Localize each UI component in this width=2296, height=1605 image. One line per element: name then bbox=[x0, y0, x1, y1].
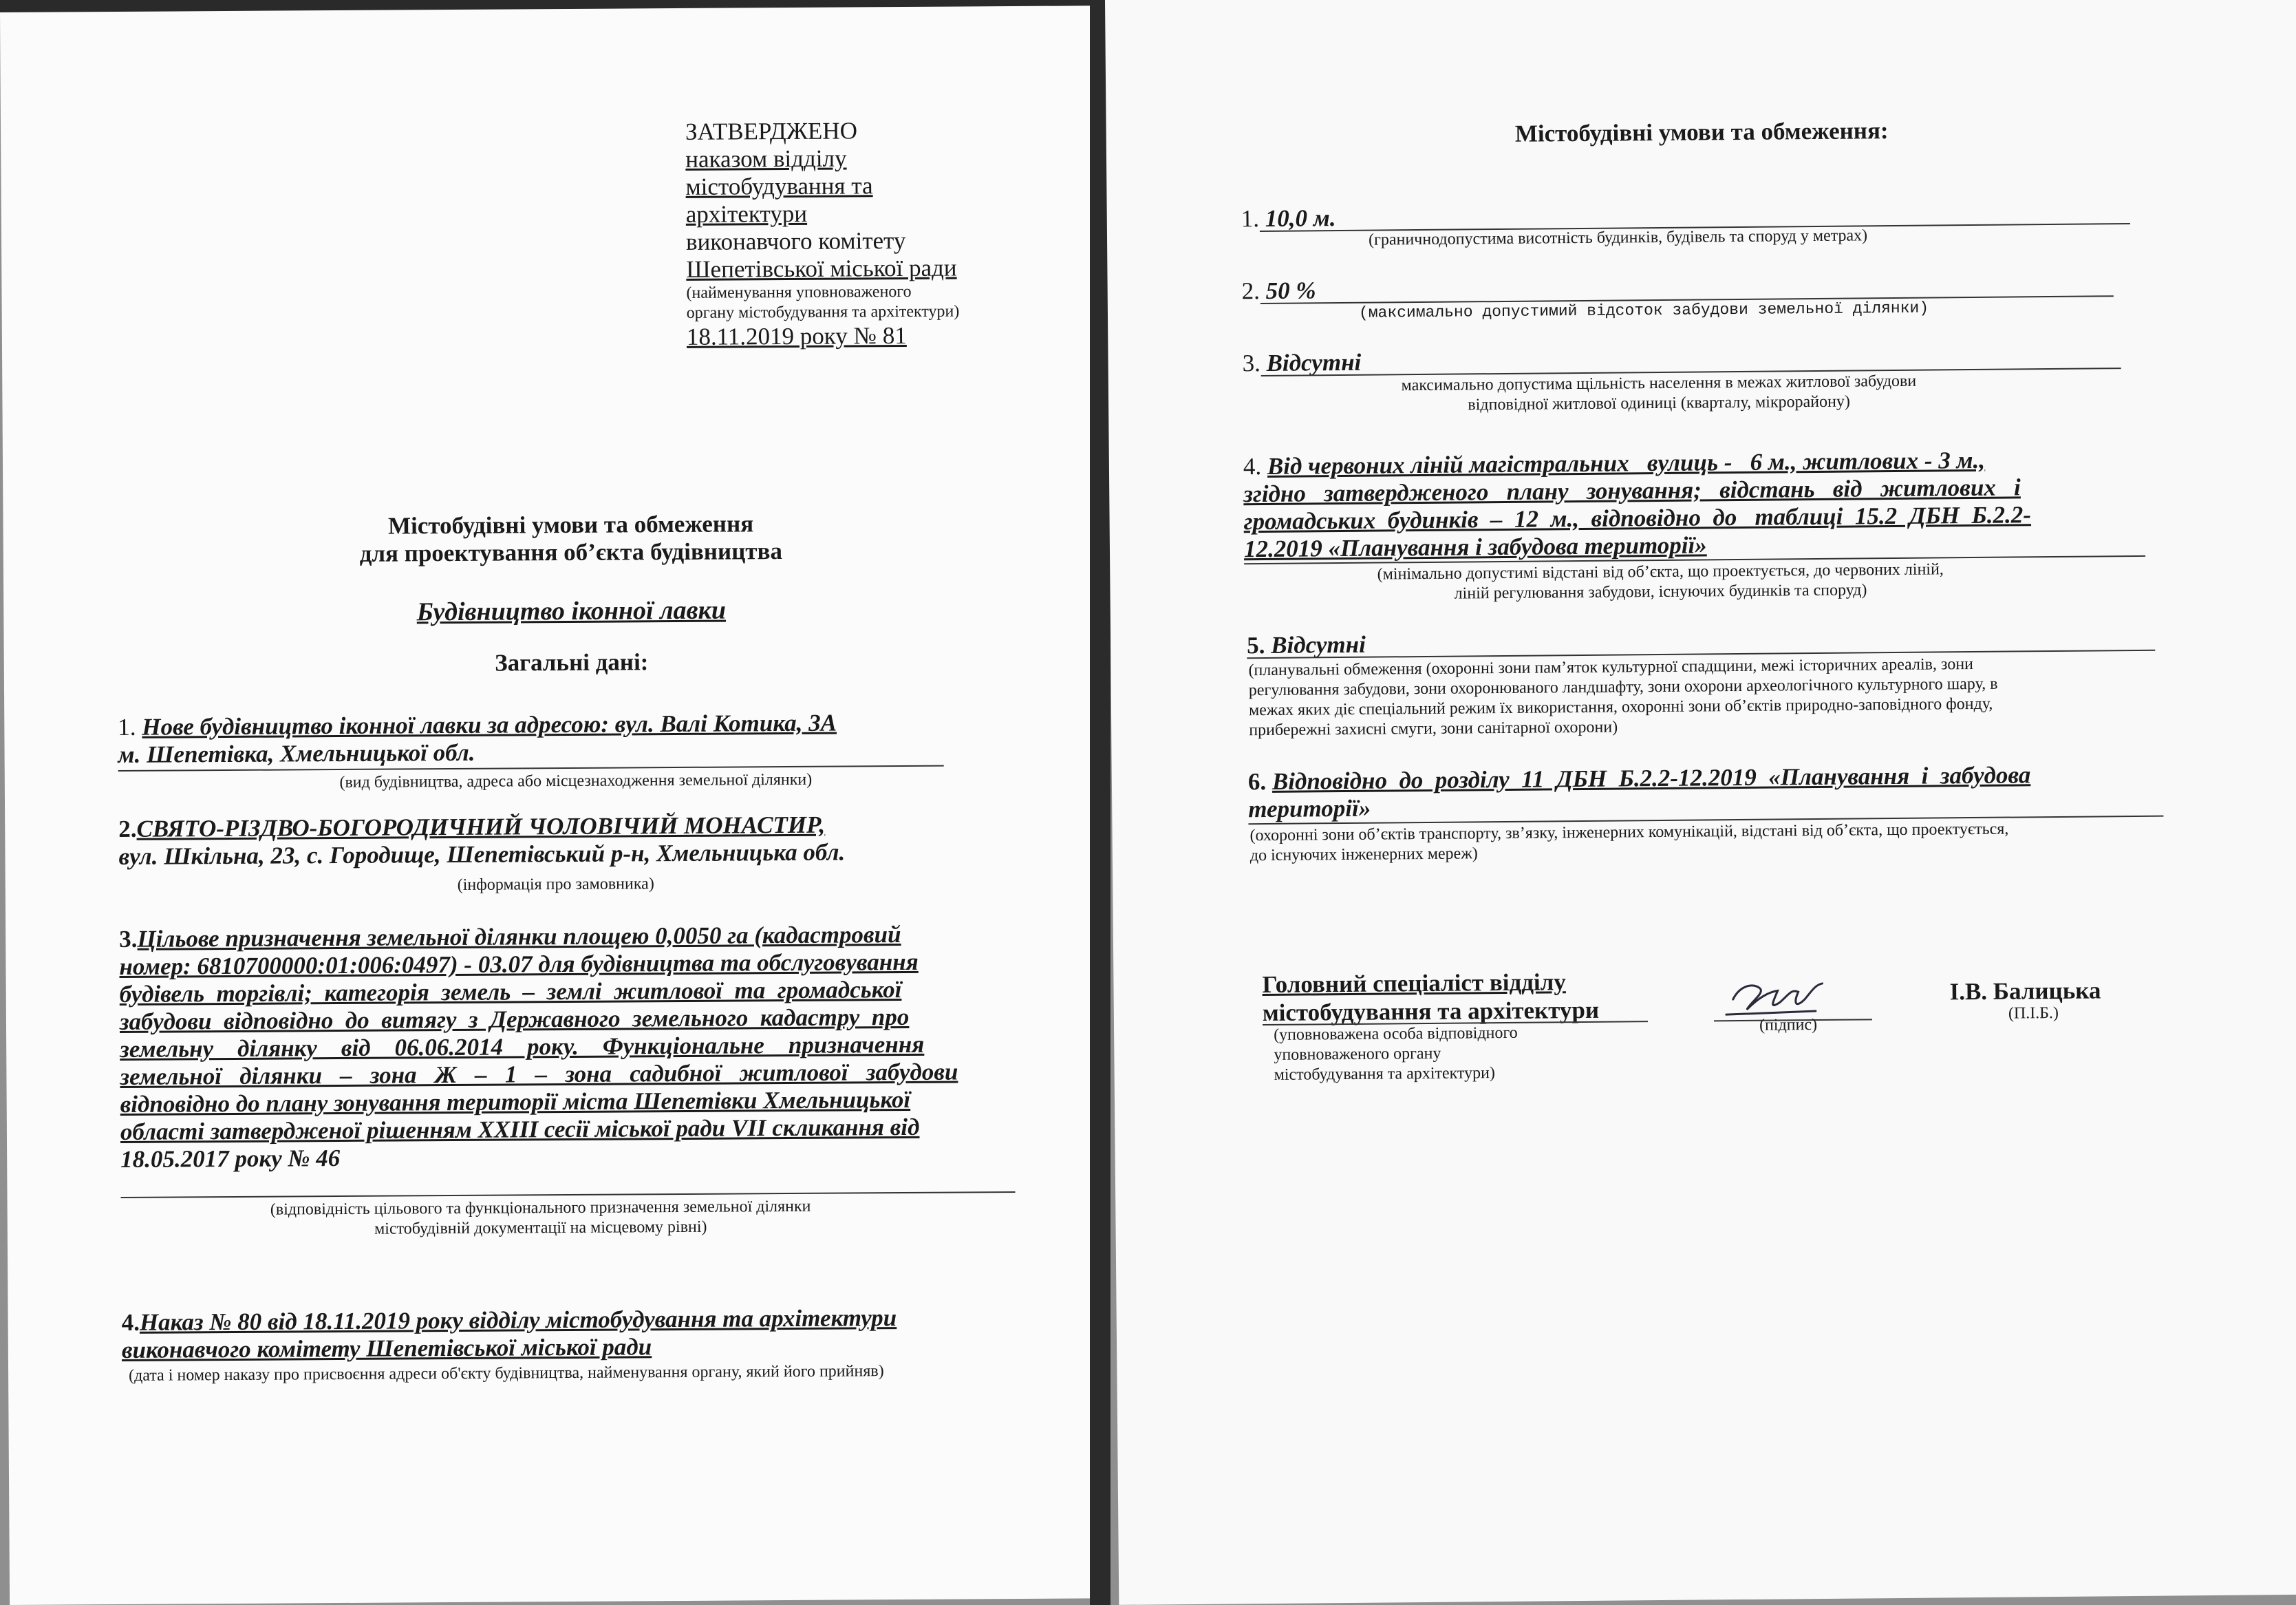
item-number: 1. bbox=[118, 713, 136, 741]
position-line: Головний спеціаліст відділу bbox=[1262, 968, 1566, 999]
item-3-line: номер: 6810700000:01:006:0497) - 03.07 для будівництва та обслуговування bbox=[119, 948, 919, 980]
condition-number: 3. bbox=[1242, 350, 1261, 377]
condition-number: 6. bbox=[1247, 768, 1267, 796]
item-1-line2: м. Шепетівка, Хмельницької обл. bbox=[118, 738, 475, 768]
hint-line: (відповідність цільового та функціонального призначення земельної ділянки bbox=[270, 1197, 811, 1219]
condition-2-value: 50 % bbox=[1265, 277, 1316, 304]
item-3-line: земельної ділянки – зона Ж – 1 – зона садибної житлової забудови bbox=[120, 1058, 958, 1090]
hint-line: до існуючих інженерних мереж) bbox=[1249, 844, 1478, 865]
condition-number: 1. bbox=[1241, 205, 1260, 233]
hint-line: межах яких діє спеціальний режим їх використання, охоронні зони об’єктів природно-заповідного фонду, bbox=[1248, 694, 1993, 720]
conditions-heading: Містобудівні умови та обмеження: bbox=[1514, 117, 1889, 147]
hint-line: уповноваженого органу bbox=[1274, 1044, 1441, 1064]
hint-line: (планувальні обмеження (охоронні зони пам’яток культурної спадщини, межі історичних ареалів, зони bbox=[1248, 655, 1974, 680]
item-number: 2. bbox=[118, 815, 137, 842]
hint-line: відповідної житлової одиниці (кварталу, мікрорайону) bbox=[1468, 392, 1851, 414]
item-1-hint: (вид будівництва, адреса або місцезнаходження земельної ділянки) bbox=[339, 770, 813, 792]
condition-3-hint bbox=[1315, 371, 2003, 417]
signatory-name: І.В. Балицька bbox=[1949, 977, 2101, 1006]
item-2-line2: вул. Шкільна, 23, с. Городище, Шепетівський р-н, Хмельницька обл. bbox=[118, 838, 846, 870]
hint-line: (охоронні зони об’єктів транспорту, зв’язку, інженерних комунікацій, відстані від об’єкта, що проектується, bbox=[1249, 820, 2009, 845]
hint-line: містобудування та архітектури) bbox=[1274, 1064, 1496, 1084]
signature-hint: (підпис) bbox=[1759, 1016, 1818, 1034]
item-2 bbox=[118, 810, 1027, 871]
item-4-line1: Наказ № 80 від 18.11.2019 року відділу містобудування та архітектури bbox=[139, 1304, 897, 1336]
item-3-line: будівель торгівлі; категорія земель – землі житлової та громадської bbox=[119, 976, 902, 1008]
item-3-line: області затвердженої рішенням XXIII сесії міської ради VII скликання від bbox=[120, 1113, 920, 1145]
item-number: 3. bbox=[119, 925, 138, 953]
item-4-line2: виконавчого комітету Шепетівської міської ради bbox=[121, 1333, 652, 1363]
hint-line: регулювання забудови, зони охоронюваного ландшафту, зони охорони археологічного культурного шару, в bbox=[1248, 674, 1998, 700]
general-heading: Загальні дані: bbox=[495, 648, 649, 677]
condition-4-line: Від червоних ліній магістральних вулиць - 6 м., житлових - 3 м., bbox=[1267, 446, 1986, 480]
hint-line: (мінімально допустимі відстані від об’єкта, що проектується, до червоних ліній, bbox=[1377, 560, 1944, 584]
approval-line: виконавчого комітету bbox=[685, 226, 906, 255]
signatory-position-hint bbox=[1274, 1023, 1618, 1085]
item-3 bbox=[119, 920, 1015, 1173]
hint-line: ліній регулювання забудови, існуючих будинків та споруд) bbox=[1454, 581, 1867, 603]
condition-4-line: 12.2019 «Планування і забудова території» bbox=[1243, 531, 1707, 563]
condition-6-line1: Відповідно до розділу 11 ДБН Б.2.2-12.2019 «Планування і забудова bbox=[1272, 761, 2031, 795]
item-3-hint bbox=[180, 1196, 902, 1240]
condition-number: 5. bbox=[1247, 632, 1265, 659]
approval-line: містобудування та bbox=[685, 172, 873, 200]
condition-number: 4. bbox=[1243, 453, 1262, 480]
signatory-position bbox=[1262, 967, 1689, 1027]
item-3-line: відповідно до плану зонування території міста Шепетівки Хмельницької bbox=[120, 1085, 911, 1118]
approval-hint: органу містобудування та архітектури) bbox=[686, 302, 960, 322]
hint-line: містобудівній документації на місцевому рівні) bbox=[374, 1218, 707, 1238]
condition-2-hint: (максимально допустимий відсоток забудови земельної ділянки) bbox=[1358, 299, 1929, 322]
approval-title: ЗАТВЕРДЖЕНО bbox=[685, 117, 858, 145]
title-line: Містобудівні умови та обмеження bbox=[387, 510, 754, 540]
condition-6-line2: території» bbox=[1248, 794, 1371, 823]
hint-line: прибережні захисні смуги, зони санітарної охорони) bbox=[1249, 718, 1618, 740]
object-name: Будівництво іконної лавки bbox=[416, 595, 727, 627]
item-4-hint: (дата і номер наказу про присвоєння адреси об'єкту будівництва, найменування органу, який його прийняв) bbox=[129, 1362, 884, 1385]
condition-3-value: Відсутні bbox=[1266, 348, 1362, 376]
document-page-right bbox=[1105, 0, 2296, 1605]
document-page-left bbox=[0, 6, 1102, 1605]
item-3-line: 18.05.2017 року № 46 bbox=[120, 1145, 341, 1173]
item-2-hint: (інформація про замовника) bbox=[457, 875, 654, 894]
position-line: містобудування та архітектури bbox=[1262, 996, 1600, 1027]
approval-line: архітектури bbox=[685, 200, 808, 228]
condition-6-hint bbox=[1249, 818, 2171, 867]
item-4 bbox=[122, 1304, 1030, 1364]
condition-4 bbox=[1243, 445, 2145, 563]
approval-block bbox=[685, 116, 1072, 350]
condition-number: 2. bbox=[1241, 277, 1260, 305]
approval-line: Шепетівської міської ради bbox=[686, 254, 957, 283]
approval-line: наказом відділу bbox=[685, 145, 847, 173]
item-3-line: земельну ділянку від 06.06.2014 року. Функціональне призначення bbox=[120, 1030, 925, 1063]
condition-1-value: 10,0 м. bbox=[1265, 204, 1336, 232]
condition-5-value: Відсутні bbox=[1271, 630, 1366, 659]
condition-1-hint: (граничнодопустима висотність будинків, будівель та споруд у метрах) bbox=[1368, 226, 1868, 249]
hint-line: (уповноважена особа відповідного bbox=[1274, 1023, 1518, 1044]
item-2-line1: СВЯТО-РІЗДВО-БОГОРОДИЧНИЙ ЧОЛОВІЧИЙ МОНАСТИР, bbox=[136, 811, 826, 842]
condition-4-hint bbox=[1316, 560, 2004, 606]
document-title bbox=[113, 509, 1028, 569]
item-3-line: Цільове призначення земельної ділянки площею 0,0050 га (кадастровий bbox=[137, 921, 901, 953]
item-3-line: забудови відповідно до витягу з Державного земельного кадастру про bbox=[119, 1003, 910, 1035]
approval-date-number: 18.11.2019 року № 81 bbox=[686, 321, 907, 350]
signatory-name-hint: (П.І.Б.) bbox=[2008, 1003, 2059, 1023]
condition-4-line: згідно затвердженого плану зонування; відстань від житлових і bbox=[1243, 474, 2021, 508]
item-1 bbox=[118, 708, 1026, 769]
item-number: 4. bbox=[121, 1308, 140, 1336]
condition-6 bbox=[1248, 761, 2164, 824]
hint-line: максимально допустима щільність населення в межах житлової забудови bbox=[1401, 372, 1917, 395]
title-line: для проектування об’єкта будівництва bbox=[359, 538, 783, 567]
approval-hint: (найменування уповноваженого bbox=[686, 282, 912, 302]
condition-5-hint bbox=[1248, 653, 2171, 741]
item-1-line1: Нове будівництво іконної лавки за адресою: вул. Валі Котика, 3А bbox=[142, 709, 837, 741]
condition-4-line: громадських будинків – 12 м., відповідно до таблиці 15.2 ДБН Б.2.2- bbox=[1243, 501, 2032, 535]
